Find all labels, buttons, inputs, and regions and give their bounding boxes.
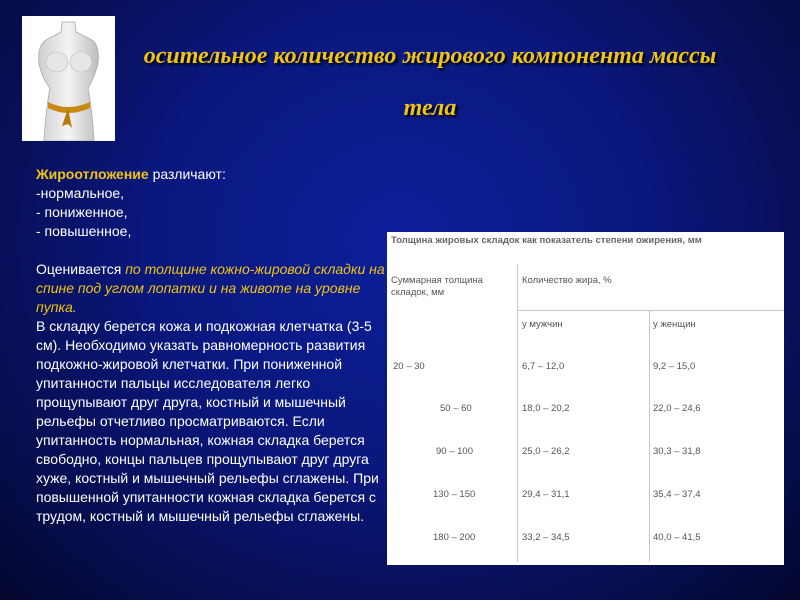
title-line-1: осительное количество жирового компонента массы	[143, 43, 717, 69]
cell-women: 22,0 – 24,6	[653, 403, 701, 414]
cell-women: 30,3 – 31,8	[653, 446, 701, 457]
cell-women: 35,4 – 37,4	[653, 489, 701, 500]
col-header-sum: Суммарная толщина складок, мм	[391, 275, 483, 298]
cell-men: 25,0 – 26,2	[522, 446, 570, 457]
list-item: - пониженное,	[36, 204, 128, 220]
cell-men: 6,7 – 12,0	[522, 361, 565, 372]
subheader-women: у женщин	[653, 319, 696, 330]
cell-sum: 50 – 60	[440, 403, 472, 414]
cell-women: 9,2 – 15,0	[653, 361, 696, 372]
cell-men: 29,4 – 31,1	[522, 489, 570, 500]
title-line-2: тела	[403, 95, 457, 121]
intro-line	[36, 165, 386, 184]
intro-rest: различают:	[148, 166, 226, 182]
table-caption: Толщина жировых складок как показатель степени ожирения, мм	[391, 235, 702, 246]
subheader-men: у мужчин	[522, 319, 563, 330]
fold-thickness-table	[387, 232, 784, 565]
assessment-paragraph	[36, 260, 386, 317]
body-text	[36, 165, 386, 526]
para-italic: по толщине кожно-жировой складки на спине под углом лопатки и на животе на уровне пупка.	[36, 261, 385, 315]
cell-sum: 20 – 30	[393, 361, 425, 372]
cell-sum: 180 – 200	[433, 532, 476, 543]
cell-men: 33,2 – 34,5	[522, 532, 570, 543]
col-header-fat: Количество жира, %	[522, 275, 612, 286]
description-paragraph: В складку берется кожа и подкожная клетчатка (3-5 см). Необходимо указать равномерность развития подкожно-жировой клетчатки. При пониженной упитанности пальцы исследователя легко прощупывают друг друга, костный и мышечный рельефы отчетливо просматриваются. Если упитанность нормальная, кожная складка берется свободно, концы пальцев прощупывают друг друга хуже, костный и мышечный рельефы сглажены. При повышенной упитанности кожная складка берется с трудом, костный и мышечный рельефы сглажены.	[36, 318, 379, 524]
list-item: -нормальное,	[36, 185, 125, 201]
cell-sum: 130 – 150	[433, 489, 476, 500]
slide-title	[100, 30, 760, 134]
keyword: Жироотложение	[36, 166, 149, 182]
cell-men: 18,0 – 20,2	[522, 403, 570, 414]
cell-women: 40,0 – 41,5	[653, 532, 701, 543]
para-start: Оценивается	[36, 261, 126, 277]
list-item: - повышенное,	[36, 223, 132, 239]
cell-sum: 90 – 100	[436, 446, 473, 457]
